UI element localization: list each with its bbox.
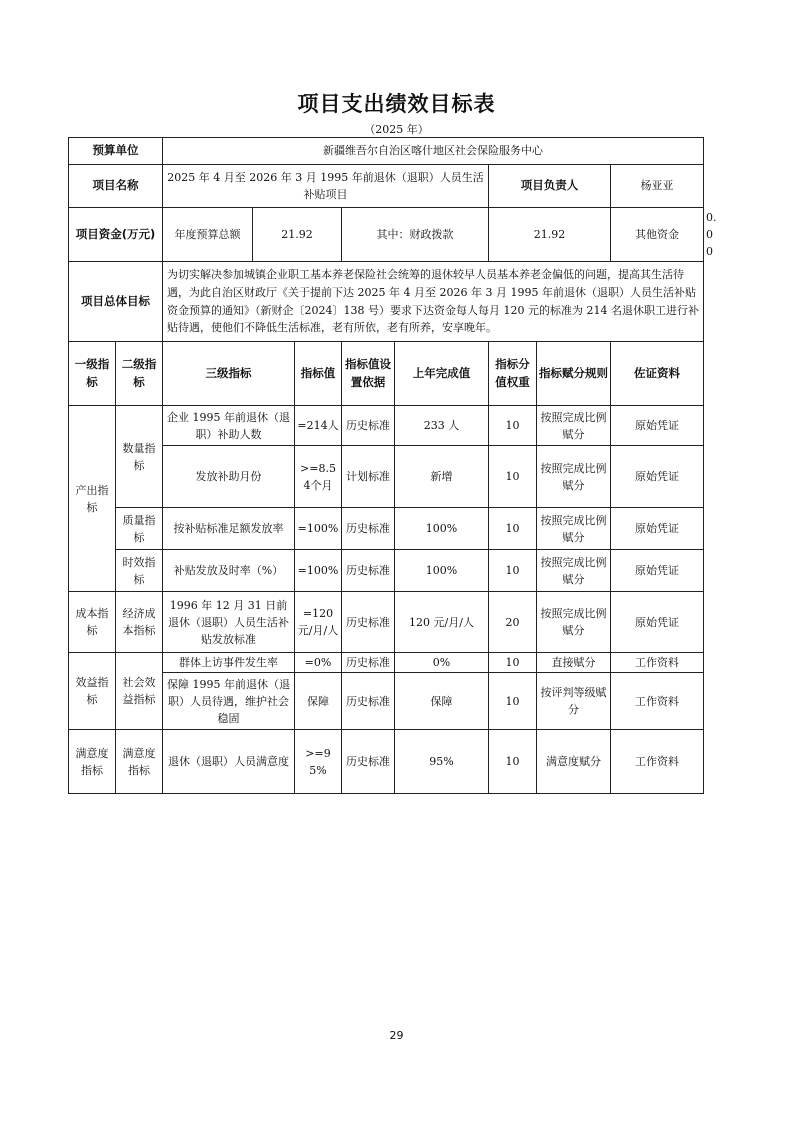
row-basis: 计划标准 (342, 446, 395, 508)
row-value: =214人 (295, 406, 342, 446)
group-output: 产出指标 (69, 406, 116, 592)
group-quantity: 数量指标 (116, 406, 163, 508)
group-economic-cost: 经济成本指标 (116, 592, 163, 653)
row-evidence: 原始凭证 (611, 446, 704, 508)
row-rule: 满意度赋分 (537, 730, 611, 794)
goal-label: 项目总体目标 (69, 262, 163, 342)
group-satisfaction-sub: 满意度指标 (116, 730, 163, 794)
col-weight: 指标分值权重 (489, 342, 537, 406)
row-prev: 100% (395, 550, 489, 592)
row-value: =100% (295, 508, 342, 550)
fiscal-value: 21.92 (489, 208, 611, 262)
table-row (69, 592, 704, 653)
manager-value: 杨亚亚 (611, 165, 704, 208)
group-timeliness: 时效指标 (116, 550, 163, 592)
row-value: =0% (295, 653, 342, 673)
project-name-label: 项目名称 (69, 165, 163, 208)
row-prev: 100% (395, 508, 489, 550)
project-name-value: 2025 年 4 月至 2026 年 3 月 1995 年前退休（退职）人员生活补贴项目 (163, 165, 489, 208)
row-value: 保障 (295, 673, 342, 730)
goal-row (69, 262, 704, 342)
row-weight: 10 (489, 673, 537, 730)
row-evidence: 原始凭证 (611, 592, 704, 653)
row-l3: 1996 年 12 月 31 日前退休（退职）人员生活补贴发放标准 (163, 592, 295, 653)
row-basis: 历史标准 (342, 673, 395, 730)
budget-unit-row (69, 138, 704, 165)
col-level1: 一级指标 (69, 342, 116, 406)
row-evidence: 原始凭证 (611, 508, 704, 550)
annual-budget-label: 年度预算总额 (163, 208, 253, 262)
page-number: 29 (389, 1029, 404, 1042)
row-weight: 20 (489, 592, 537, 653)
table-row (69, 730, 704, 794)
budget-unit-value: 新疆维吾尔自治区喀什地区社会保险服务中心 (163, 138, 704, 165)
year-subtitle: （2025 年） (364, 123, 429, 136)
row-value: =120元/月/人 (295, 592, 342, 653)
row-l3: 按补贴标准足额发放率 (163, 508, 295, 550)
row-value: >=8.54个月 (295, 446, 342, 508)
col-rule: 指标赋分规则 (537, 342, 611, 406)
row-weight: 10 (489, 406, 537, 446)
row-evidence: 原始凭证 (611, 406, 704, 446)
row-weight: 10 (489, 550, 537, 592)
row-basis: 历史标准 (342, 730, 395, 794)
row-prev: 95% (395, 730, 489, 794)
row-prev: 233 人 (395, 406, 489, 446)
row-basis: 历史标准 (342, 592, 395, 653)
group-social-benefit: 社会效益指标 (116, 653, 163, 730)
row-evidence: 原始凭证 (611, 550, 704, 592)
group-quality: 质量指标 (116, 508, 163, 550)
row-evidence: 工作资料 (611, 673, 704, 730)
row-basis: 历史标准 (342, 508, 395, 550)
performance-target-table (68, 137, 717, 794)
col-level2: 二级指标 (116, 342, 163, 406)
col-evidence: 佐证资料 (611, 342, 704, 406)
row-weight: 10 (489, 446, 537, 508)
funds-row: 项目资金(万元) 年度预算总额 21.92 其中：财政拨款 21.92 其他资金 0.00 (69, 208, 704, 262)
row-l3: 补贴发放及时率（%） (163, 550, 295, 592)
table-row (69, 446, 704, 508)
page-title: 项目支出绩效目标表 (297, 92, 496, 116)
row-l3: 群体上访事件发生率 (163, 653, 295, 673)
row-weight: 10 (489, 730, 537, 794)
row-prev: 0% (395, 653, 489, 673)
table-row (69, 406, 704, 446)
row-rule: 按照完成比例赋分 (537, 446, 611, 508)
group-benefit: 效益指标 (69, 653, 116, 730)
goal-text: 为切实解决参加城镇企业职工基本养老保险社会统筹的退休较早人员基本养老金偏低的问题，提高其生活待遇，为此自治区财政厅《关于提前下达 2025 年 4 月至 2026 年 3 月 1995 年前退休（退职）人员生活补贴资金预算的通知》（新财企〔2024〕138 号）要求下达资金每人每月 120 元的标准为 214 名退休职工进行补贴待遇，使他们不降低生活标准，老有所依，老有所养，安享晚年。 (163, 262, 704, 342)
row-l3: 退休（退职）人员满意度 (163, 730, 295, 794)
row-evidence: 工作资料 (611, 730, 704, 794)
row-rule: 按照完成比例赋分 (537, 550, 611, 592)
row-value: =100% (295, 550, 342, 592)
group-cost: 成本指标 (69, 592, 116, 653)
row-rule: 按评判等级赋分 (537, 673, 611, 730)
row-prev: 保障 (395, 673, 489, 730)
col-level3: 三级指标 (163, 342, 295, 406)
row-rule: 按照完成比例赋分 (537, 406, 611, 446)
table-row (69, 673, 704, 730)
row-prev: 120 元/月/人 (395, 592, 489, 653)
row-l3: 保障 1995 年前退休（退职）人员待遇，维护社会稳固 (163, 673, 295, 730)
budget-unit-label: 预算单位 (69, 138, 163, 165)
fiscal-label: 其中：财政拨款 (342, 208, 489, 262)
row-rule: 直接赋分 (537, 653, 611, 673)
row-basis: 历史标准 (342, 550, 395, 592)
row-value: >=95% (295, 730, 342, 794)
manager-label: 项目负责人 (489, 165, 611, 208)
col-basis: 指标值设置依据 (342, 342, 395, 406)
row-l3: 发放补助月份 (163, 446, 295, 508)
group-satisfaction: 满意度指标 (69, 730, 116, 794)
row-weight: 10 (489, 508, 537, 550)
table-row (69, 653, 704, 673)
column-header-row (69, 342, 704, 406)
row-l3: 企业 1995 年前退休（退职）补助人数 (163, 406, 295, 446)
row-prev: 新增 (395, 446, 489, 508)
funds-label: 项目资金(万元) (69, 208, 163, 262)
row-evidence: 工作资料 (611, 653, 704, 673)
project-name-row (69, 165, 704, 208)
col-value: 指标值 (295, 342, 342, 406)
other-funds-label: 其他资金 (611, 208, 704, 262)
annual-budget-value: 21.92 (253, 208, 342, 262)
row-rule: 按照完成比例赋分 (537, 592, 611, 653)
row-basis: 历史标准 (342, 406, 395, 446)
col-prev: 上年完成值 (395, 342, 489, 406)
table-row (69, 508, 704, 550)
row-rule: 按照完成比例赋分 (537, 508, 611, 550)
table-row (69, 550, 704, 592)
row-weight: 10 (489, 653, 537, 673)
row-basis: 历史标准 (342, 653, 395, 673)
